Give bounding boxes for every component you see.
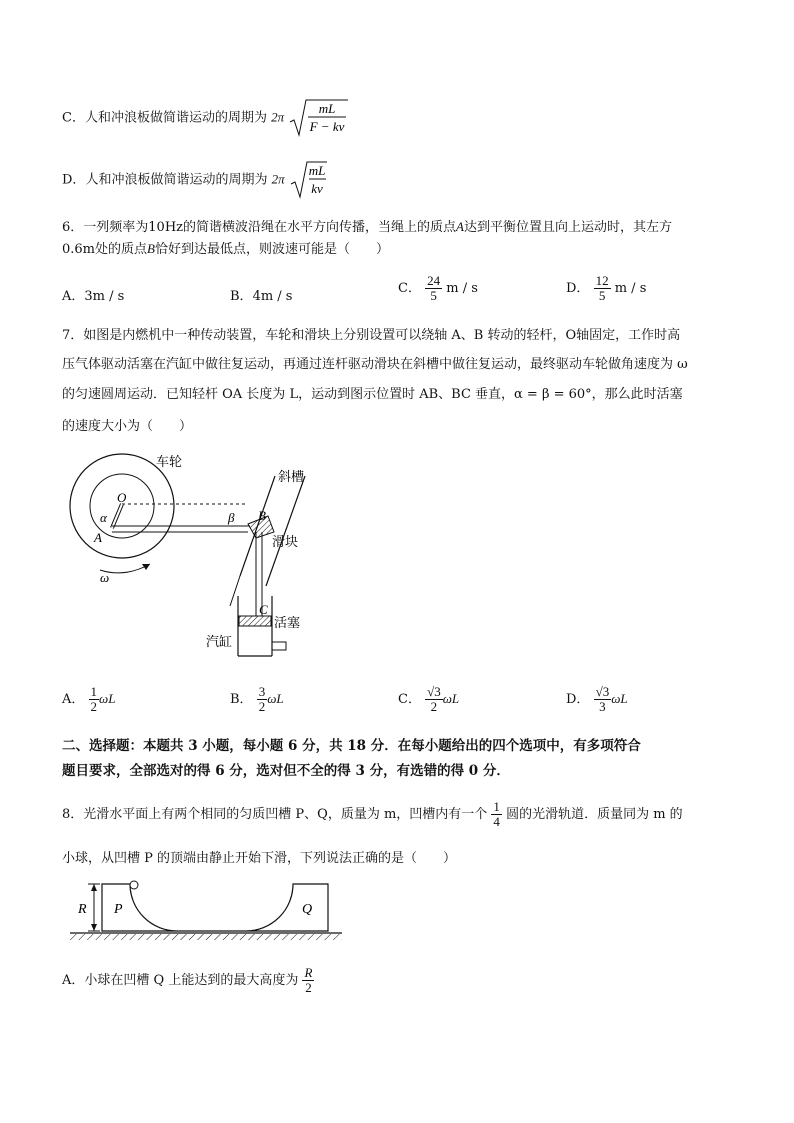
sqrt [288, 98, 350, 138]
option-fraction [302, 966, 314, 995]
q7-option-d[interactable] [566, 685, 628, 714]
fraction-num: 1 [493, 799, 500, 814]
fraction-num: 24 [427, 273, 441, 288]
q6-option-a[interactable] [62, 285, 124, 304]
stem-text: 圆的光滑轨道．质量同为 m 的 [506, 807, 683, 822]
sqrt [289, 160, 329, 200]
option-label: D． [566, 692, 590, 707]
option-label: C． [398, 692, 421, 707]
question-number: 8． [62, 807, 84, 822]
label-groove: 斜槽 [278, 470, 305, 485]
ground-hatch [70, 934, 342, 940]
formula-coef: 2π [271, 171, 285, 187]
label-b: B [258, 508, 266, 523]
q5-option-d[interactable] [62, 160, 329, 200]
stem-text: 如图是内燃机中一种传动装置，车轮和滑块上分别设置可以绕轴 A、B 转动的轻杆，O轴固定，工作时高 [83, 328, 681, 343]
label-c: C [259, 602, 268, 617]
ball [130, 881, 138, 889]
q7-stem-line-3 [62, 386, 683, 404]
q8-stem-line-2 [62, 850, 456, 868]
label-q: Q [302, 902, 313, 917]
groove-q [246, 884, 328, 931]
q7-stem-line-4 [62, 418, 192, 436]
q7-option-a[interactable] [62, 685, 115, 714]
piston [239, 616, 271, 626]
formula-den: kv [310, 181, 323, 196]
sqrt-sign-icon [289, 160, 329, 200]
section-2-heading-line-1 [62, 737, 641, 755]
fraction-den: 4 [493, 814, 500, 829]
stem-text: 的匀速圆周运动．已知轻杆 OA 长度为 L，运动到图示位置时 AB、BC 垂直，α = β = 60°，那么此时活塞 [62, 387, 683, 402]
option-label: D． [62, 172, 86, 188]
formula-num: mL [308, 163, 326, 178]
var-a: A [456, 219, 464, 234]
option-label: B． [230, 289, 253, 304]
dim-arrow-down-icon [91, 924, 97, 931]
q7-stem-line-1 [62, 327, 680, 345]
sqrt-sign-icon [288, 98, 350, 138]
q8-option-a[interactable] [62, 966, 314, 995]
fraction-den: 5 [598, 288, 606, 303]
option-tail: ωL [99, 691, 116, 706]
label-wheel: 车轮 [156, 455, 183, 470]
label-piston: 活塞 [274, 616, 301, 631]
option-label: A． [62, 692, 85, 707]
section-2-heading-line-2 [62, 762, 510, 780]
option-fraction [594, 274, 611, 303]
option-text: 人和冲浪板做简谐运动的周期为 [84, 110, 267, 126]
period-formula [272, 160, 329, 200]
q8-grooves-figure [66, 876, 346, 944]
label-r: R [78, 902, 87, 917]
option-label: A． [62, 289, 85, 304]
q7-stem-line-2 [62, 356, 688, 374]
fraction-num: 3 [258, 684, 266, 699]
label-cylinder: 汽缸 [206, 635, 233, 650]
formula-coef: 2π [271, 109, 285, 125]
option-text: 3m / s [84, 289, 125, 304]
label-alpha: α [100, 510, 107, 525]
fraction-num: 12 [595, 273, 609, 288]
option-label: B． [230, 692, 253, 707]
rod-oa-core [112, 504, 122, 528]
option-fraction [425, 274, 442, 303]
quarter-fraction [491, 800, 502, 829]
formula-den: F − kv [309, 119, 345, 134]
q8-stem-line-1 [62, 800, 683, 829]
fraction-num: √3 [427, 684, 441, 699]
q6-option-c[interactable] [398, 274, 478, 303]
option-unit: m / s [614, 281, 647, 296]
section-text: 题目要求，全部选对的得 6 分，选对但不全的得 3 分，有选错的得 0 分． [62, 763, 510, 779]
q5-option-c[interactable] [62, 98, 350, 138]
option-tail: ωL [611, 691, 628, 706]
option-text: 人和冲浪板做简谐运动的周期为 [85, 172, 268, 188]
q7-option-b[interactable] [230, 685, 284, 714]
option-label: C． [398, 281, 421, 296]
option-fraction [257, 685, 268, 714]
label-beta: β [228, 510, 235, 525]
label-p: P [114, 902, 123, 917]
option-text: 4m / s [252, 289, 293, 304]
option-label: A． [62, 973, 85, 988]
option-tail: ωL [267, 691, 284, 706]
fraction-den: 5 [430, 288, 437, 303]
q6-stem-line-1 [62, 218, 672, 237]
stem-text: 的速度大小为（ ） [62, 419, 193, 434]
q7-transmission-figure [60, 446, 320, 662]
fraction-den: 2 [90, 699, 98, 714]
option-tail: ωL [442, 691, 460, 706]
dim-arrow-up-icon [91, 884, 97, 891]
question-number: 7． [62, 328, 84, 343]
formula-num: mL [318, 101, 336, 116]
stem-text: 光滑水平面上有两个相同的匀质凹槽 P、Q，质量为 m，凹槽内有一个 [83, 807, 488, 822]
fraction-den: 3 [599, 699, 606, 714]
fraction-den: 2 [305, 980, 312, 995]
stem-text: 恰好到达最低点，则波速可能是（ ） [154, 242, 389, 257]
fraction-den: 2 [430, 699, 438, 714]
question-number: 6． [62, 220, 84, 235]
q7-option-c[interactable] [398, 685, 459, 714]
label-o: O [117, 490, 127, 505]
stem-text: 0.6m处的质点 [62, 242, 148, 257]
stem-text: 小球，从凹槽 P 的顶端由静止开始下滑，下列说法正确的是（ ） [62, 851, 457, 866]
fraction-num: 1 [90, 684, 98, 699]
stem-text: 达到平衡位置且向上运动时，其左方 [463, 220, 672, 235]
section-text: 二、选择题：本题共 3 小题，每小题 6 分，共 18 分．在每小题给出的四个选项中，有多项符合 [62, 738, 641, 754]
label-a: A [94, 530, 102, 545]
label-slider: 滑块 [272, 535, 299, 550]
fraction-den: 2 [258, 699, 266, 714]
label-omega: ω [100, 570, 110, 585]
fraction-num: √3 [595, 684, 610, 699]
period-formula [271, 98, 350, 138]
stem-text: 压气体驱动活塞在汽缸中做往复运动，再通过连杆驱动滑块在斜槽中做往复运动，最终驱动车轮做角速度为 ω [62, 357, 688, 372]
option-fraction [89, 685, 100, 714]
q6-option-b[interactable] [230, 285, 292, 304]
option-label: D． [566, 281, 590, 296]
q6-stem-line-2 [62, 240, 389, 259]
option-label: C． [62, 110, 85, 126]
option-unit: m / s [446, 281, 478, 296]
stem-text: 一列频率为10Hz的简谐横波沿绳在水平方向传播，当绳上的质点 [83, 220, 457, 235]
option-text: 小球在凹槽 Q 上能达到的最大高度为 [84, 973, 299, 988]
fraction-num: R [304, 965, 313, 980]
var-b: B [147, 241, 155, 256]
option-fraction [425, 685, 443, 714]
exhaust-pipe [272, 642, 286, 650]
q6-option-d[interactable] [566, 274, 646, 303]
option-fraction [594, 685, 612, 714]
